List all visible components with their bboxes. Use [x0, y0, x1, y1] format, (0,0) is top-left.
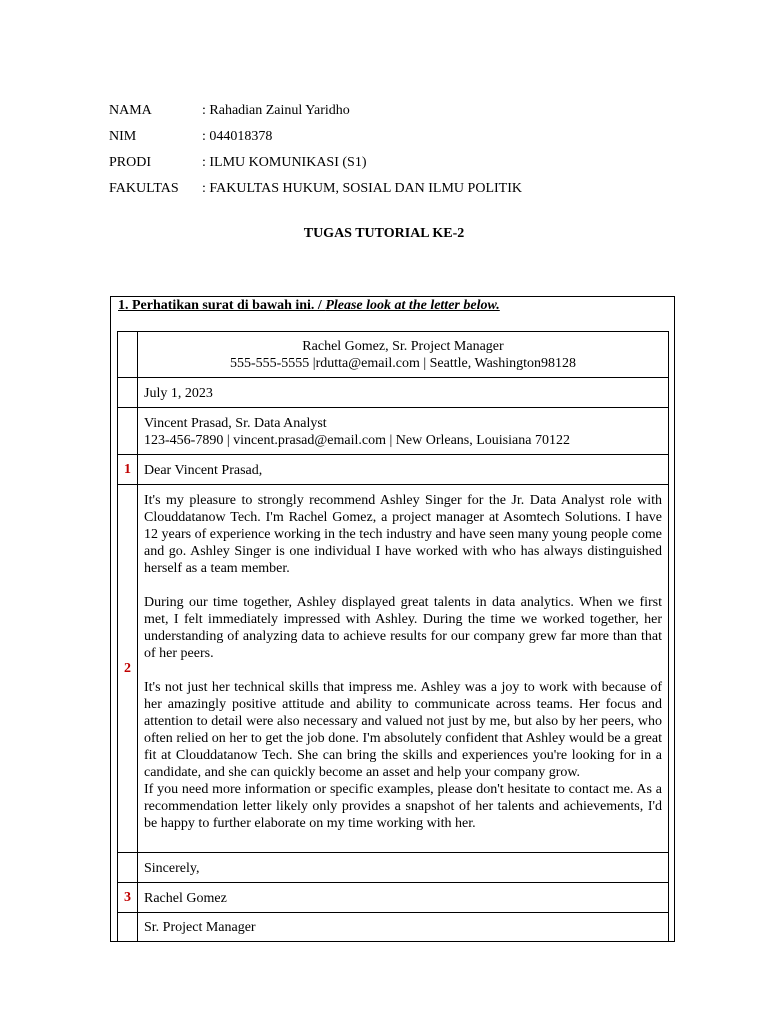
date-cell: [138, 377, 669, 408]
identity-value: : 044018378: [202, 129, 273, 144]
body-paragraph: It's not just her technical skills that impress me. Ashley was a joy to work with because of her amazingly positive attitude and ability to communicate across teams. Her focus and attention to detail were also necessary and valued not just by me, but also by her peers, who often relied on her to get the job done. I'm absolutely confident that Ashley would be a great fit at Clouddatanow Tech. She can bring the skills and experiences you're looking for in a candidate, and she can quickly become an asset and help your company grow.: [144, 680, 662, 780]
body-paragraph: If you need more information or specific examples, please don't hesitate to contact me. As a recommendation letter likely only provides a snapshot of her talents and achievements, I'd be happy to further elaborate on my time working with her.: [144, 782, 662, 831]
closing-cell: [138, 852, 669, 883]
salutation: Dear Vincent Prasad,: [144, 463, 263, 478]
body-paragraph: During our time together, Ashley displayed great talents in data analytics. When we first met, I felt immediately impressed with Ashley. During the time we worked together, her understanding of analyzing data to achieve results for our company grew far more than that of her peers.: [144, 595, 662, 661]
identity-label: PRODI: [109, 155, 152, 170]
signature-title: Sr. Project Manager: [144, 920, 256, 935]
marker-number: 3: [124, 889, 131, 905]
signature-title-cell: [138, 912, 669, 942]
salutation-cell: [138, 454, 669, 485]
identity-value: : ILMU KOMUNIKASI (S1): [202, 155, 367, 170]
question-header: [118, 298, 500, 314]
marker-number: 2: [124, 660, 131, 676]
marker-cell: [117, 331, 138, 378]
closing: Sincerely,: [144, 861, 200, 876]
signature-name-cell: [138, 882, 669, 913]
identity-value: : Rahadian Zainul Yaridho: [202, 103, 350, 118]
recipient-cell: [138, 407, 669, 455]
marker-cell: [117, 912, 138, 942]
recipient-contact: 123-456-7890 | vincent.prasad@email.com | New Orleans, Louisiana 70122: [144, 433, 570, 448]
sender-cell: [138, 331, 669, 378]
body-paragraph: It's my pleasure to strongly recommend Ashley Singer for the Jr. Data Analyst role with Clouddatanow Tech. I'm Rachel Gomez, a project manager at Asomtech Solutions. I have 12 years of experience working in the tech industry and have seen many young people come and go. Ashley Singer is one individual I have worked with who has always distinguished herself as a team member.: [144, 493, 662, 576]
marker-cell: [117, 484, 138, 853]
marker-cell: [117, 454, 138, 485]
marker-cell: [117, 882, 138, 913]
question-prefix-italic: Please look at the letter below.: [325, 298, 500, 313]
identity-label: NIM: [109, 129, 137, 144]
marker-number: 1: [124, 461, 131, 477]
body-cell: [138, 484, 669, 853]
marker-cell: [117, 852, 138, 883]
page-title: TUGAS TUTORIAL KE-2: [303, 226, 465, 241]
signature-name: Rachel Gomez: [144, 891, 227, 906]
recipient-name: Vincent Prasad, Sr. Data Analyst: [144, 416, 327, 431]
identity-label: FAKULTAS: [109, 181, 179, 196]
sender-name: Rachel Gomez, Sr. Project Manager: [302, 339, 504, 354]
question-prefix: 1. Perhatikan surat di bawah ini. /: [118, 298, 326, 313]
letter-date: July 1, 2023: [144, 386, 213, 401]
identity-value: : FAKULTAS HUKUM, SOSIAL DAN ILMU POLITIK: [202, 181, 522, 196]
marker-cell: [117, 377, 138, 408]
sender-contact: 555-555-5555 |rdutta@email.com | Seattle, Washington98128: [229, 356, 577, 371]
marker-cell: [117, 407, 138, 455]
identity-label: NAMA: [109, 103, 152, 118]
